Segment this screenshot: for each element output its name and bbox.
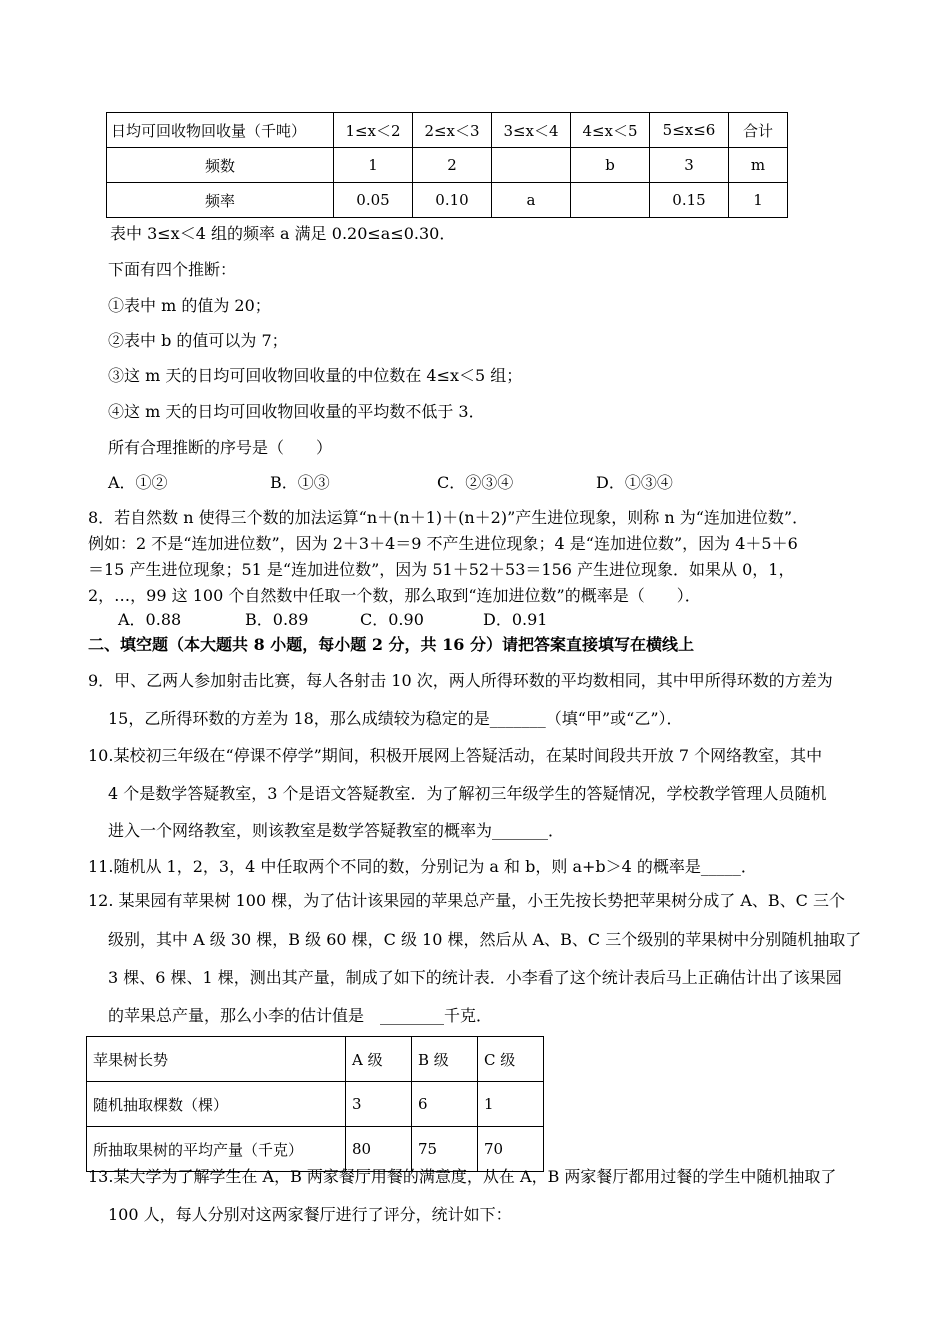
table-cell: 80 <box>346 1127 412 1172</box>
table-cell: m <box>729 148 788 183</box>
table-cell: 70 <box>478 1127 544 1172</box>
q7-option: B．①③ <box>270 473 330 492</box>
q8-line: ＝15 产生进位现象；51 是“连加进位数”，因为 51＋52＋53＝156 产生进位现象．如果从 0，1， <box>88 560 795 579</box>
q9-line: 9．甲、乙两人参加射击比赛，每人各射击 10 次，两人所得环数的平均数相同，其中甲所得环数的方差为 <box>88 671 833 690</box>
table-row <box>87 1037 544 1082</box>
table-cell: 1≤x＜2 <box>334 113 413 148</box>
q7-item: ③这 m 天的日均可回收物回收量的中位数在 4≤x＜5 组； <box>108 366 523 385</box>
q10-line: 4 个是数学答疑教室，3 个是语文答疑教室．为了解初三年级学生的答疑情况，学校教学管理人员随机 <box>108 784 827 803</box>
table-cell: 1 <box>478 1082 544 1127</box>
table-row <box>87 1127 544 1172</box>
table-row <box>107 113 788 148</box>
table-cell: 1 <box>729 183 788 218</box>
q7-option: A．①② <box>108 473 168 492</box>
table-cell: B 级 <box>412 1037 478 1082</box>
table-cell: 0.05 <box>334 183 413 218</box>
q10-line: 10.某校初三年级在“停课不停学”期间，积极开展网上答疑活动，在某时间段共开放 7 个网络教室，其中 <box>88 746 823 765</box>
table-cell: 75 <box>412 1127 478 1172</box>
q8-option: B．0.89 <box>245 610 309 629</box>
q8-option: D．0.91 <box>483 610 548 629</box>
q8-line: 2，…，99 这 100 个自然数中任取一个数，那么取到“连加进位数”的概率是（ ）． <box>88 586 701 605</box>
q12-line: 3 棵、6 棵、1 棵，测出其产量，制成了如下的统计表．小李看了这个统计表后马上正确估计出了该果园 <box>108 968 842 987</box>
section-heading: 二、填空题（本大题共 8 小题，每小题 2 分，共 16 分）请把答案直接填写在横线上 <box>88 635 694 654</box>
q7-item: ④这 m 天的日均可回收物回收量的平均数不低于 3． <box>108 402 485 421</box>
table-cell: 2 <box>413 148 492 183</box>
table-cell: 频率 <box>107 183 334 218</box>
q7-item: ①表中 m 的值为 20； <box>108 296 271 315</box>
q7-intro: 下面有四个推断： <box>108 260 237 279</box>
table-cell: 3 <box>346 1082 412 1127</box>
q8-option: C．0.90 <box>360 610 424 629</box>
table-cell: 5≤x≤6 <box>650 113 729 148</box>
table-cell: 4≤x＜5 <box>571 113 650 148</box>
q13-line: 13.某大学为了解学生在 A，B 两家餐厅用餐的满意度，从在 A，B 两家餐厅都用过餐的学生中随机抽取了 <box>88 1167 837 1186</box>
q12-line: 12. 某果园有苹果树 100 棵，为了估计该果园的苹果总产量，小王先按长势把苹果树分成了 A、B、C 三个 <box>88 891 845 910</box>
table-cell: C 级 <box>478 1037 544 1082</box>
q10-line: 进入一个网络教室，则该教室是数学答疑教室的概率为_______． <box>108 821 565 840</box>
table-row <box>107 183 788 218</box>
table-cell: 随机抽取棵数（棵） <box>87 1082 346 1127</box>
table-cell <box>492 148 571 183</box>
table-cell: 合计 <box>729 113 788 148</box>
q7-ask: 所有合理推断的序号是（ ） <box>108 438 333 457</box>
table-row <box>87 1082 544 1127</box>
table-cell: 6 <box>412 1082 478 1127</box>
q8-line: 例如：2 不是“连加进位数”，因为 2＋3＋4＝9 不产生进位现象；4 是“连加进位数”，因为 4＋5＋6 <box>88 534 798 553</box>
q8-option: A．0.88 <box>118 610 182 629</box>
q13-line: 100 人，每人分别对这两家餐厅进行了评分，统计如下： <box>108 1205 512 1224</box>
table-cell: 所抽取果树的平均产量（千克） <box>87 1127 346 1172</box>
table-cell: 3≤x＜4 <box>492 113 571 148</box>
q12-line: 级别，其中 A 级 30 棵，B 级 60 棵，C 级 10 棵，然后从 A、B、C 三个级别的苹果树中分别随机抽取了 <box>108 930 862 949</box>
apple-yield-table <box>86 1036 544 1172</box>
table-cell: b <box>571 148 650 183</box>
table-cell: a <box>492 183 571 218</box>
q8-line: 8．若自然数 n 使得三个数的加法运算“n＋(n＋1)＋(n＋2)”产生进位现象，则称 n 为“连加进位数”． <box>88 508 809 527</box>
q7-item: ②表中 b 的值可以为 7； <box>108 331 288 350</box>
q11-line: 11.随机从 1，2，3，4 中任取两个不同的数，分别记为 a 和 b，则 a+b＞4 的概率是_____． <box>88 857 757 876</box>
table-cell: 苹果树长势 <box>87 1037 346 1082</box>
q7-note: 表中 3≤x＜4 组的频率 a 满足 0.20≤a≤0.30． <box>110 224 456 243</box>
table-cell: 1 <box>334 148 413 183</box>
table-cell: 2≤x＜3 <box>413 113 492 148</box>
q7-option: C．②③④ <box>437 473 514 492</box>
table-cell: 日均可回收物回收量（千吨） <box>107 113 334 148</box>
table-cell: 0.15 <box>650 183 729 218</box>
q9-line: 15，乙所得环数的方差为 18，那么成绩较为稳定的是_______（填“甲”或“乙”）． <box>108 709 683 728</box>
table-cell <box>571 183 650 218</box>
q7-option: D．①③④ <box>596 473 673 492</box>
q12-line: 的苹果总产量，那么小李的估计值是 ________千克． <box>108 1006 493 1025</box>
table-cell: 0.10 <box>413 183 492 218</box>
table-cell: A 级 <box>346 1037 412 1082</box>
table-cell: 3 <box>650 148 729 183</box>
frequency-table <box>106 112 788 218</box>
table-row <box>107 148 788 183</box>
table-cell: 频数 <box>107 148 334 183</box>
